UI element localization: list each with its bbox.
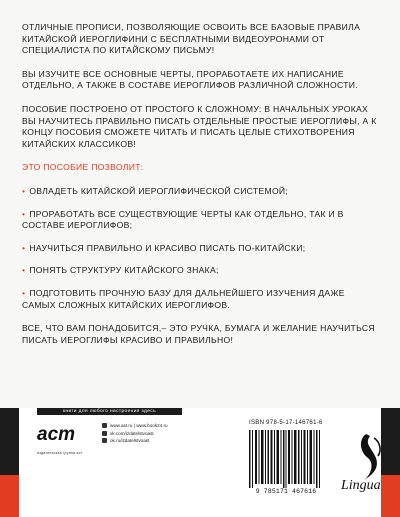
ast-logo-mark: аст [37,424,76,445]
bullet-icon: • [22,242,26,253]
benefit-item [22,265,380,277]
ok-icon [102,438,107,443]
benefit-text: ОВЛАДЕТЬ КИТАЙСКОЙ ИЕРОГЛИФИЧЕСКОЙ СИСТЕМОЙ; [29,185,289,196]
benefit-text: ПОНЯТЬ СТРУКТУРУ КИТАЙСКОГО ЗНАКА; [29,265,219,276]
description-paragraph: ВЫ ИЗУЧИТЕ ВСЕ ОСНОВНЫЕ ЧЕРТЫ, ПРОРАБОТАЕТЕ ИХ НАПИСАНИЕ ОТДЕЛЬНО, А ТАКЖЕ В СОСТАВЕ ИЕРОГЛИФОВ РАЗЛИЧНОЙ СЛОЖНОСТИ. [22,68,358,91]
vk-link[interactable]: vk.com/izdatelstvoast [110,430,154,436]
intro-paragraph: ОТЛИЧНЫЕ ПРОПИСИ, ПОЗВОЛЯЮЩИЕ ОСВОИТЬ ВСЕ БАЗОВЫЕ ПРАВИЛА КИТАЙСКОЙ ИЕРОГЛИФИНИ С БЕСПЛАТНЫМИ ВИДЕОУРОНАМИ ОТ СПЕЦИАЛИСТА ПО КИТАЙСКОМУ ПИСЬМУ! [22,22,361,56]
benefits-heading: ЭТО ПОСОБИЕ ПОЗВОЛИТ: [22,162,144,173]
benefits-list [22,186,380,311]
benefit-text: ПОДГОТОВИТЬ ПРОЧНУЮ БАЗУ ДЛЯ ДАЛЬНЕЙШЕГО ИЗУЧЕНИЯ ДАЖЕ САМЫХ СЛОЖНЫХ КИТАЙСКИХ ИЕРОГЛИФОВ. [22,287,345,310]
bullet-icon: • [22,185,26,196]
publisher-contacts [102,422,168,445]
publisher-group-label: издательская группа аст [37,451,83,455]
benefit-item [22,209,380,232]
bullet-icon: • [22,265,26,276]
bullet-icon: • [22,208,26,219]
ast-logo [37,425,87,453]
closing-paragraph: ВСЕ, ЧТО ВАМ ПОНАДОБИТСЯ,– ЭТО РУЧКА, БУМАГА И ЖЕЛАНИЕ НАУЧИТЬСЯ ПИСАТЬ ИЕРОГЛИФЫ КРАСИВО И ПРАВИЛЬНО! [22,323,375,345]
barcode-icon [249,430,321,488]
lingua-imprint-name: Lingua [341,478,381,493]
benefit-item [22,186,380,198]
barcode-number: 9 785171 467616 [255,488,317,495]
benefit-text: ПРОРАБОТАТЬ ВСЕ СУЩЕСТВУЮЩИЕ ЧЕРТЫ КАК ОТДЕЛЬНО, ТАК И В СОСТАВЕ ИЕРОГЛИФОВ; [22,208,344,231]
cover-footer [0,408,400,517]
bullet-icon: • [22,287,26,298]
ok-link[interactable]: ok.ru/izdatelstvoast [110,438,150,443]
ok-row [102,437,168,445]
cover-text [22,22,380,358]
website-row [102,422,168,430]
isbn-label: ISBN 978-5-17-146761-6 [249,420,323,426]
vk-icon [102,431,107,436]
structure-paragraph: ПОСОБИЕ ПОСТРОЕНО ОТ ПРОСТОГО К СЛОЖНОМУ: В НАЧАЛЬНЫХ УРОКАХ ВЫ НАУЧИТЕСЬ ПРАВИЛЬНО ПИСАТЬ ОТДЕЛЬНЫЕ ПРОСТЫЕ ИЕРОГЛИФЫ, А К КОНЦУ ПОСОБИЯ СМОЖЕТЕ ЧИТАТЬ И ПИСАТЬ ЦЕЛЫЕ СТИХОТВОРЕНИЯ КИТАЙСКИХ КЛАССИКОВ! [22,103,377,149]
publisher-tagline: книги для любого настроения здесь [37,408,182,415]
globe-icon [102,423,107,428]
benefit-text: НАУЧИТЬСЯ ПРАВИЛЬНО И КРАСИВО ПИСАТЬ ПО-КИТАЙСКИ; [29,242,306,253]
website-links[interactable]: www.ast.ru | www.book24.ru [110,423,168,428]
benefit-item [22,288,380,311]
vk-row [102,430,168,438]
publisher-box [19,408,381,517]
benefit-item [22,243,380,255]
